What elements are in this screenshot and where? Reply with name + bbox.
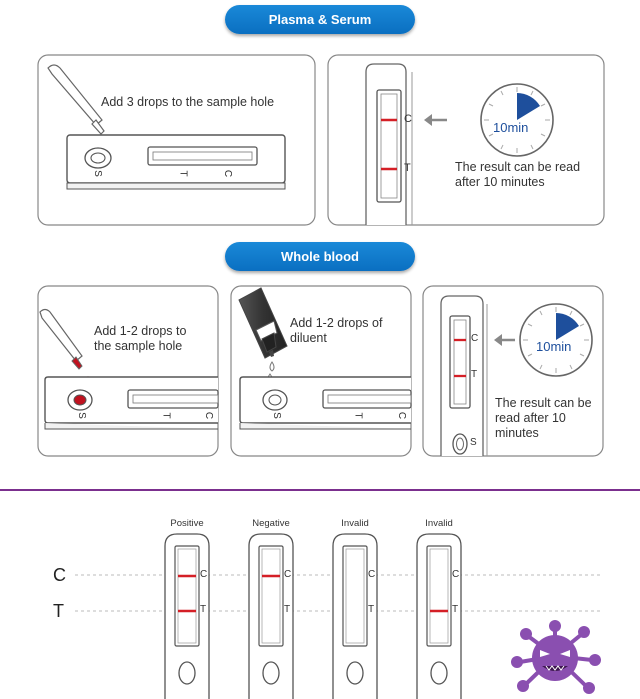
card-label-t: T [368,604,375,615]
plasma-step1-instruction: Add 3 drops to the sample hole [101,95,275,109]
label-s: S [470,437,477,448]
card-label-t: T [452,604,459,615]
card-label-c: C [368,569,376,580]
cassette-label-t: T [160,412,172,419]
cassette-label-c: C [396,411,408,420]
row-label-c: C [53,565,66,585]
virus-mascot-icon [511,620,601,694]
cassette-icon [67,135,285,189]
timer-label: 10min [536,339,572,354]
cassette-vertical-icon [366,64,412,225]
result-card-title: Invalid [341,518,369,529]
cassette-icon [240,377,411,429]
result-card [333,534,377,699]
card-label-t: T [200,604,207,615]
result-card [249,534,293,699]
plasma-result-text: The result can be read after 10 minutes [455,160,581,189]
cassette-label-s: S [270,412,282,419]
result-strip [346,549,364,643]
label-t: T [471,369,478,380]
plasma-serum-title: Plasma & Serum [225,5,415,34]
result-strip [430,549,448,643]
result-card [417,534,461,699]
card-label-t: T [284,604,291,615]
row-label-t: T [53,601,64,621]
blood-step2-instruction: Add 1-2 drops of diluent [290,316,383,345]
whole-blood-title: Whole blood [225,242,415,271]
label-c: C [404,113,412,125]
cassette-label-s: S [75,412,87,419]
result-card-title: Invalid [425,518,453,529]
sample-well [347,662,363,684]
cassette-label-t: T [352,412,364,419]
sample-well [179,662,195,684]
result-card-title: Negative [252,518,290,529]
label-t: T [404,162,411,174]
result-strip [178,549,196,643]
card-label-c: C [284,569,292,580]
card-label-c: C [452,569,460,580]
result-card [165,534,209,699]
result-card-title: Positive [170,518,204,529]
cassette-label-s: S [91,170,103,177]
cassette-label-c: C [203,411,215,420]
cassette-icon [45,377,218,429]
timer-label: 10min [493,120,529,135]
label-c: C [471,333,479,344]
card-label-c: C [200,569,208,580]
blood-result-text: The result can be read after 10 minutes [495,396,592,440]
sample-well [263,662,279,684]
blood-step1-panel [38,286,218,456]
blood-step1-instruction: Add 1-2 drops to the sample hole [94,324,187,353]
cassette-label-c: C [222,169,234,178]
cassette-label-t: T [177,170,189,177]
result-strip [262,549,280,643]
sample-well [431,662,447,684]
cassette-vertical-icon [441,296,487,456]
